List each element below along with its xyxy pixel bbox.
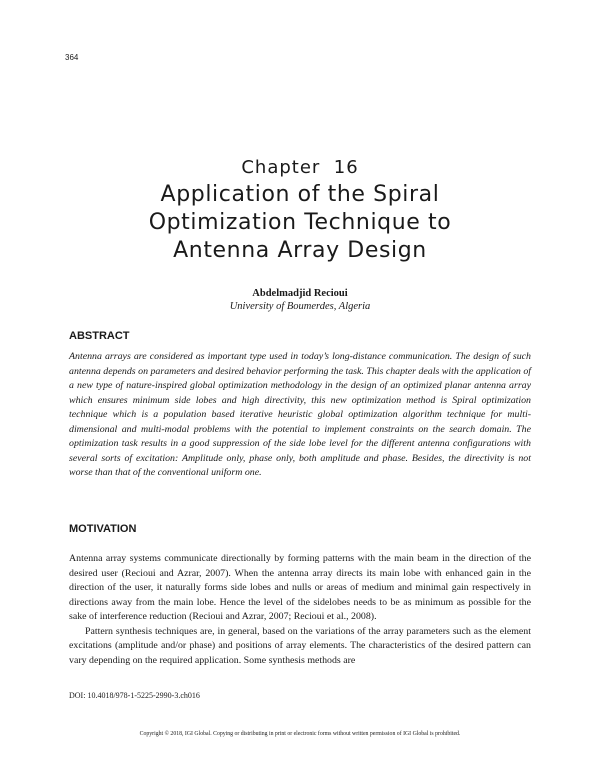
- chapter-label: Chapter 16: [241, 157, 359, 178]
- chapter-title: [60, 181, 540, 265]
- chapter-title-line: Optimization Technique to: [148, 210, 452, 235]
- page-number: 364: [65, 53, 79, 62]
- paragraph: Antenna array systems communicate directionally by forming patterns with the main beam in the direction of the desired user (Recioui and Azrar, 2007). When the antenna array directs its main lobe with enhanced gain in the direction of the user, it naturally forms side lobes and nulls or areas of medium and minimal gain respectively in directions away from the main lobe. Hence the level of the sidelobes needs to be as minimum as possible for the sake of interference reduction (Recioui and Azrar, 2007; Recioui et al., 2008).: [69, 553, 531, 622]
- abstract-heading: ABSTRACT: [69, 330, 130, 342]
- chapter-title-line: Application of the Spiral: [160, 182, 440, 207]
- doi: DOI: 10.4018/978-1-5225-2990-3.ch016: [69, 691, 200, 700]
- motivation-body: [69, 552, 531, 668]
- copyright-notice: Copyright © 2018, IGI Global. Copying or distributing in print or electronic forms without written permission of IGI Global is prohibited.: [139, 731, 461, 737]
- paragraph: Pattern synthesis techniques are, in general, based on the variations of the array parameters such as the element excitations (amplitude and/or phase) and positions of array elements. The characteristics of the desired pattern can vary depending on the required application. Some synthesis methods are: [69, 625, 531, 666]
- motivation-heading: MOTIVATION: [69, 523, 137, 535]
- author-affiliation: University of Boumerdes, Algeria: [229, 301, 371, 312]
- abstract-text: Antenna arrays are considered as important type used in today’s long-distance communication. The design of such antenna depends on parameters and desired behavior performing the task. This chapter deals with the application of a new type of nature-inspired global optimization methodology in the design of an optimized planar antenna array which ensures minimum side lobes and high directivity, this new optimization method is Spiral optimization technique which is a population based iterative heuristic global optimization algorithm technique for multi-dimensional and multi-modal problems with the potential to implement constraints on the search domain. The optimization task results in a good suppression of the side lobe level for the different antenna configurations with several sorts of excitation: Amplitude only, phase only, both amplitude and phase. Besides, the directivity is not worse than that of the conventional uniform one.: [69, 351, 531, 478]
- chapter-title-line: Antenna Array Design: [173, 238, 427, 263]
- author-name: Abdelmadjid Recioui: [252, 288, 348, 299]
